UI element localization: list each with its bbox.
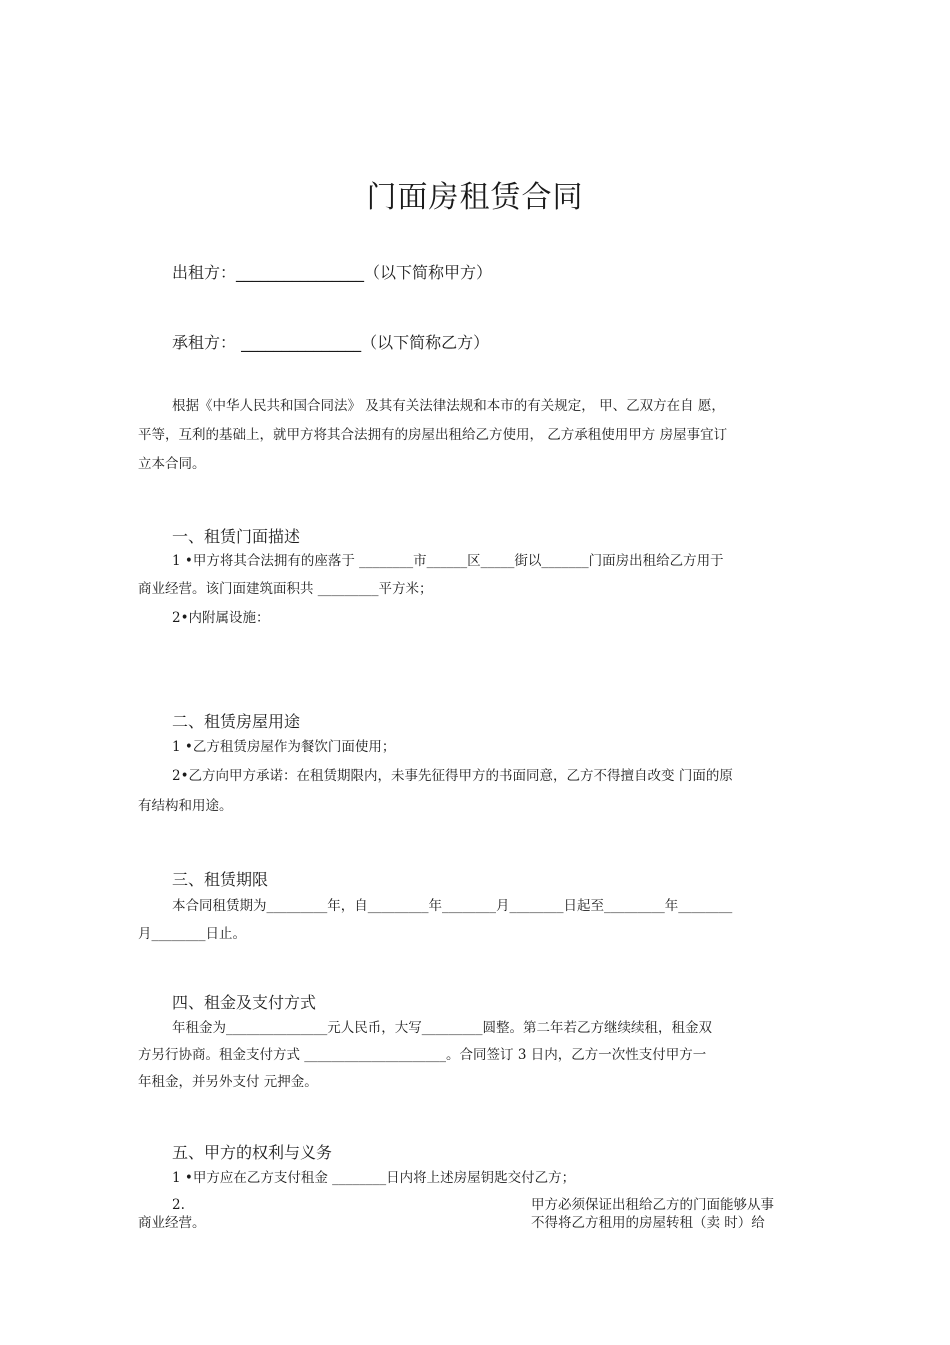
lessor-line: 出租方：________________（以下简称甲方） bbox=[172, 263, 493, 282]
section-4-heading: 四、租金及支付方式 bbox=[172, 993, 317, 1012]
section-1-line: 1 •甲方将其合法拥有的座落于 ________市______区_____街以_______门面房出租给乙方用于 bbox=[172, 553, 724, 569]
section-1-line: 2•内附属设施： bbox=[172, 610, 270, 626]
section-5-line: 1 •甲方应在乙方支付租金 ________日内将上述房屋钥匙交付乙方； bbox=[172, 1170, 576, 1186]
section-5-line: 不得将乙方租用的房屋转租（卖 时）给 bbox=[531, 1215, 765, 1231]
section-1-line: 商业经营。该门面建筑面积共 _________平方米； bbox=[138, 581, 433, 597]
section-3-line: 月________日止。 bbox=[138, 926, 246, 942]
preamble-line-1: 根据《中华人民共和国合同法》 及其有关法律法规和本市的有关规定， 甲、乙双方在自 愿， bbox=[172, 398, 725, 414]
document-title: 门面房租赁合同 bbox=[366, 180, 584, 215]
section-3-heading: 三、租赁期限 bbox=[172, 870, 269, 889]
section-4-line: 年租金为_______________元人民币，大写_________圆整。第二年若乙方继续续租，租金双 bbox=[172, 1020, 712, 1036]
section-4-line: 年租金，并另外支付 元押金。 bbox=[138, 1074, 318, 1090]
section-2-line: 1 •乙方租赁房屋作为餐饮门面使用； bbox=[172, 739, 396, 755]
section-2-line: 2•乙方向甲方承诺：在租赁期限内，未事先征得甲方的书面同意，乙方不得擅自改变 门面的原 bbox=[172, 768, 733, 784]
section-5-line: 甲方必须保证出租给乙方的门面能够从事 bbox=[531, 1197, 774, 1213]
section-5-line: 商业经营。 bbox=[138, 1215, 206, 1231]
section-5-item-number: 2. bbox=[172, 1197, 185, 1213]
preamble-line-3: 立本合同。 bbox=[138, 456, 206, 472]
section-5-heading: 五、甲方的权利与义务 bbox=[172, 1143, 333, 1162]
section-2-line: 有结构和用途。 bbox=[138, 798, 233, 814]
lessee-line: 承租方： _______________（以下简称乙方） bbox=[172, 333, 490, 352]
section-4-line: 方另行协商。租金支付方式 _____________________。合同签订 3 日内，乙方一次性支付甲方一 bbox=[138, 1047, 707, 1063]
section-2-heading: 二、租赁房屋用途 bbox=[172, 712, 301, 731]
section-1-heading: 一、租赁门面描述 bbox=[172, 527, 301, 546]
preamble-line-2: 平等，互利的基础上，就甲方将其合法拥有的房屋出租给乙方使用， 乙方承租使用甲方 房屋事宜订 bbox=[138, 427, 728, 443]
section-3-line: 本合同租赁期为_________年，自_________年________月________日起至_________年________ bbox=[172, 898, 733, 914]
